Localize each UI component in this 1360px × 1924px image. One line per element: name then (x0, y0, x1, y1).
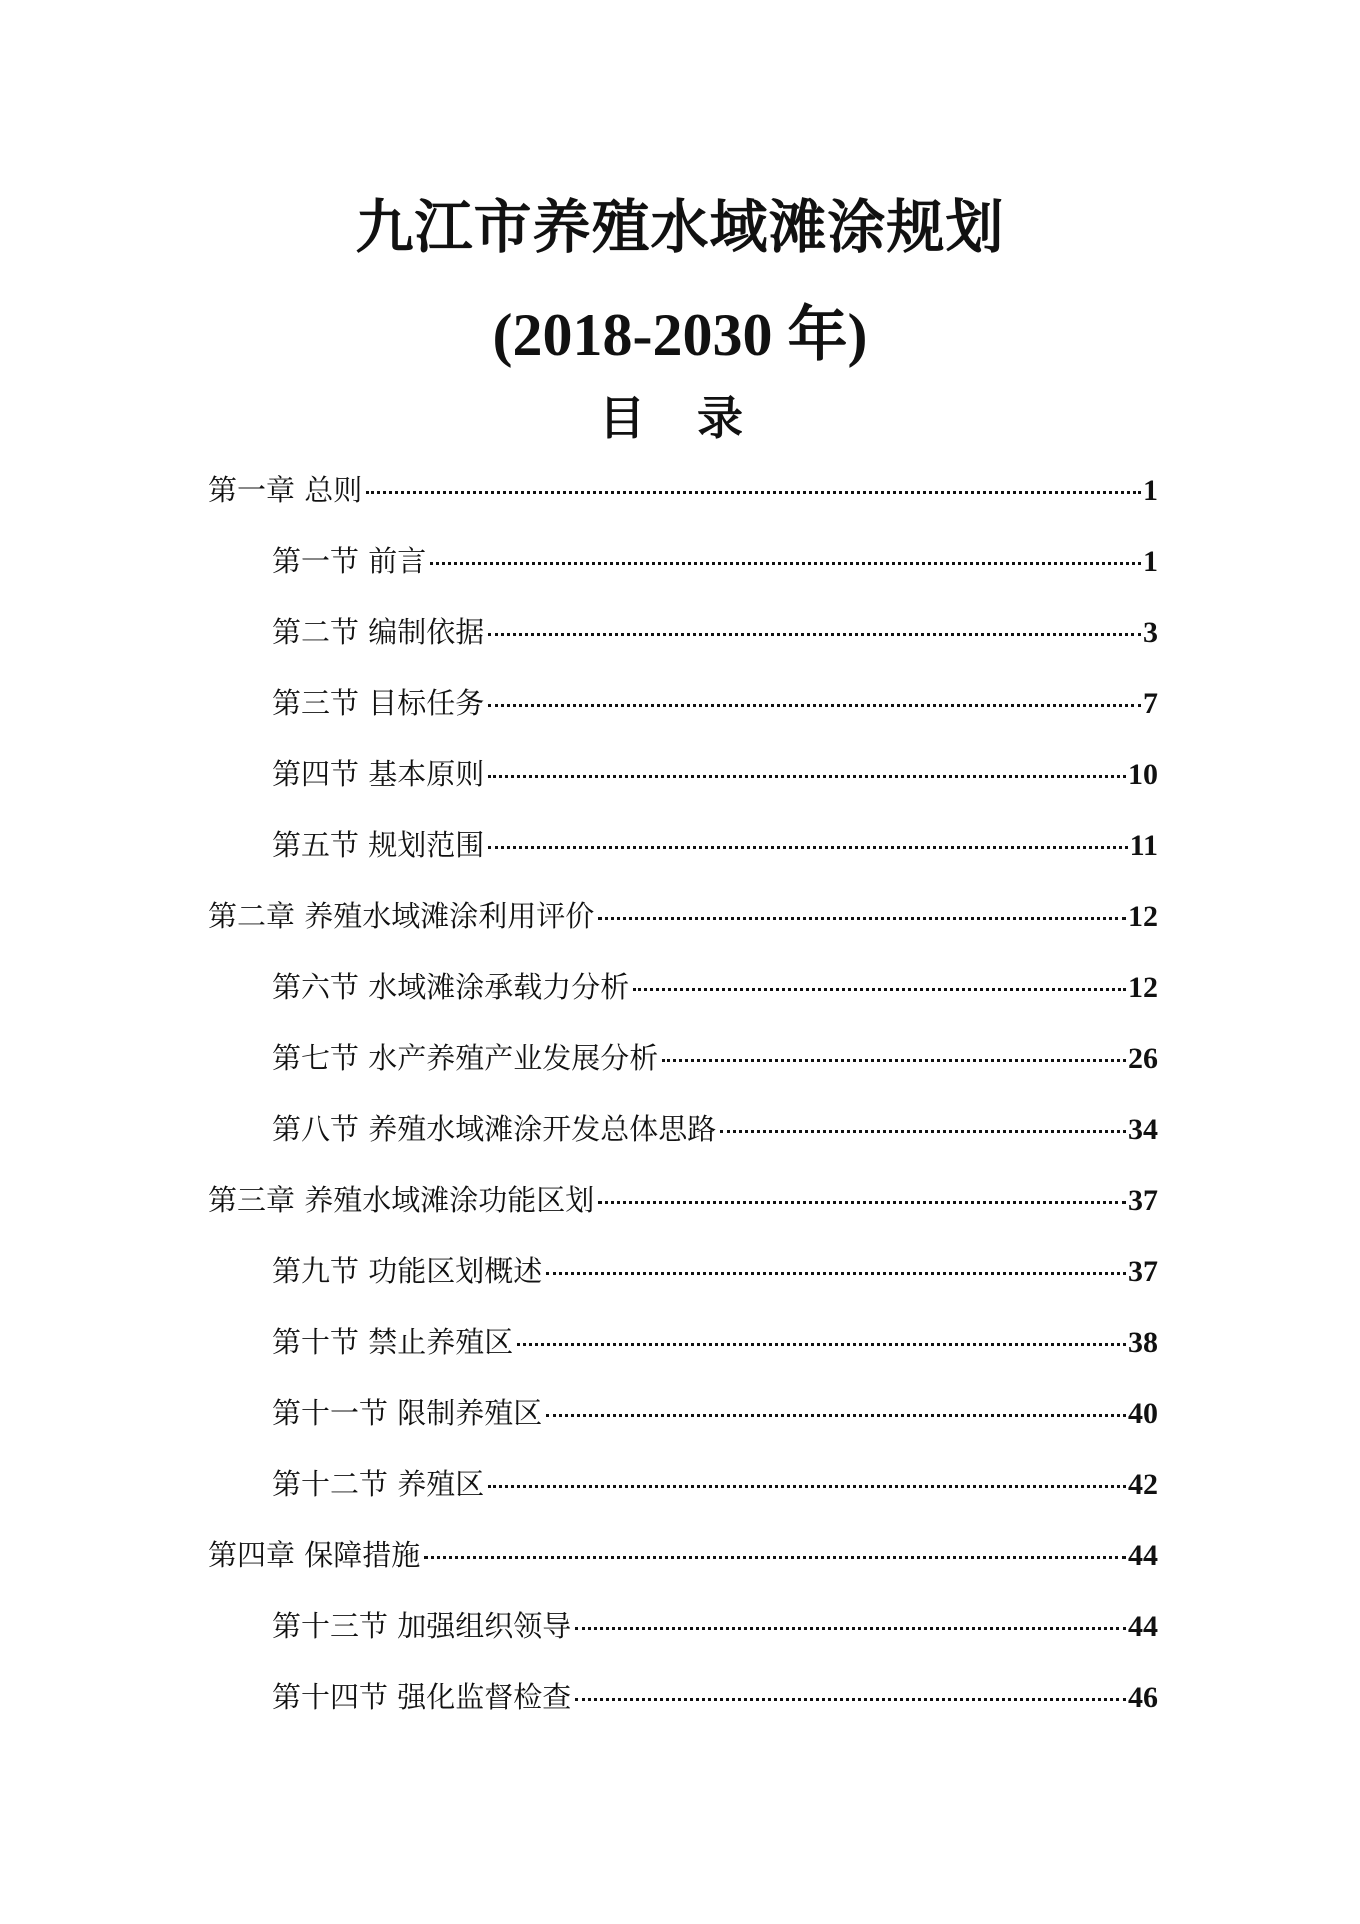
toc-dot-leader (598, 1201, 1126, 1204)
toc-dot-leader (488, 704, 1141, 707)
toc-entry-label: 第六节 水域滩涂承载力分析 (272, 970, 630, 1004)
toc-entry-page: 1 (1143, 545, 1158, 578)
toc-entry-label: 第三节 目标任务 (272, 686, 485, 720)
toc-entry-page: 7 (1143, 687, 1158, 720)
toc-entry[interactable] (208, 1243, 1158, 1314)
toc-entry[interactable] (208, 1598, 1158, 1669)
toc-dot-leader (430, 562, 1141, 565)
toc-entry-label: 第十二节 养殖区 (272, 1467, 485, 1501)
toc-dot-leader (633, 988, 1126, 991)
toc-entry-label: 第五节 规划范围 (272, 828, 485, 862)
document-title: 九江市养殖水域滩涂规划 (355, 193, 1005, 261)
toc-dot-leader (598, 917, 1126, 920)
toc-entry-page: 26 (1128, 1042, 1158, 1075)
toc-entry[interactable] (208, 1172, 1158, 1243)
toc-entry-page: 3 (1143, 616, 1158, 649)
toc-entry-label: 第三章 养殖水域滩涂功能区划 (208, 1183, 595, 1217)
toc-dot-leader (546, 1272, 1126, 1275)
toc-entry[interactable] (208, 888, 1158, 959)
toc-entry[interactable] (208, 1314, 1158, 1385)
toc-entry-label: 第十四节 强化监督检查 (272, 1680, 572, 1714)
toc-entry-page: 38 (1128, 1326, 1158, 1359)
toc-dot-leader (488, 633, 1141, 636)
toc-dot-leader (488, 775, 1126, 778)
toc-entry-label: 第十节 禁止养殖区 (272, 1325, 514, 1359)
toc-entry-label: 第二节 编制依据 (272, 615, 485, 649)
toc-entry-page: 11 (1129, 829, 1158, 862)
table-of-contents (208, 462, 1158, 1740)
toc-entry-page: 46 (1128, 1681, 1158, 1714)
toc-entry-label: 第一章 总则 (208, 473, 363, 507)
toc-entry-label: 第十一节 限制养殖区 (272, 1396, 543, 1430)
toc-entry-label: 第四章 保障措施 (208, 1538, 421, 1572)
toc-entry-page: 34 (1128, 1113, 1158, 1146)
toc-entry[interactable] (208, 533, 1158, 604)
toc-entry[interactable] (208, 1456, 1158, 1527)
toc-entry-label: 第一节 前言 (272, 544, 427, 578)
toc-dot-leader (546, 1414, 1126, 1417)
toc-entry-page: 12 (1128, 900, 1158, 933)
toc-entry-page: 42 (1128, 1468, 1158, 1501)
toc-entry-label: 第九节 功能区划概述 (272, 1254, 543, 1288)
toc-dot-leader (517, 1343, 1126, 1346)
toc-entry[interactable] (208, 817, 1158, 888)
toc-entry-page: 37 (1128, 1255, 1158, 1288)
toc-entry-label: 第四节 基本原则 (272, 757, 485, 791)
toc-entry[interactable] (208, 1669, 1158, 1740)
toc-entry[interactable] (208, 1101, 1158, 1172)
toc-entry-label: 第二章 养殖水域滩涂利用评价 (208, 899, 595, 933)
toc-heading: 目 录 (598, 391, 761, 445)
document-subtitle: (2018-2030 年) (492, 302, 868, 368)
toc-entry-page: 44 (1128, 1610, 1158, 1643)
toc-dot-leader (424, 1556, 1126, 1559)
toc-entry-page: 12 (1128, 971, 1158, 1004)
toc-entry-page: 37 (1128, 1184, 1158, 1217)
toc-entry[interactable] (208, 959, 1158, 1030)
toc-entry[interactable] (208, 1030, 1158, 1101)
toc-entry-label: 第十三节 加强组织领导 (272, 1609, 572, 1643)
toc-dot-leader (366, 491, 1141, 494)
toc-dot-leader (488, 1485, 1126, 1488)
toc-entry-page: 1 (1143, 474, 1158, 507)
toc-dot-leader (575, 1627, 1126, 1630)
toc-entry-label: 第七节 水产养殖产业发展分析 (272, 1041, 659, 1075)
toc-dot-leader (488, 846, 1127, 849)
toc-entry[interactable] (208, 604, 1158, 675)
toc-entry[interactable] (208, 746, 1158, 817)
toc-entry[interactable] (208, 1527, 1158, 1598)
toc-entry[interactable] (208, 1385, 1158, 1456)
toc-dot-leader (575, 1698, 1126, 1701)
toc-dot-leader (720, 1130, 1126, 1133)
toc-entry[interactable] (208, 675, 1158, 746)
toc-entry-page: 10 (1128, 758, 1158, 791)
toc-entry-page: 40 (1128, 1397, 1158, 1430)
toc-dot-leader (662, 1059, 1126, 1062)
toc-entry[interactable] (208, 462, 1158, 533)
toc-entry-label: 第八节 养殖水域滩涂开发总体思路 (272, 1112, 717, 1146)
toc-entry-page: 44 (1128, 1539, 1158, 1572)
